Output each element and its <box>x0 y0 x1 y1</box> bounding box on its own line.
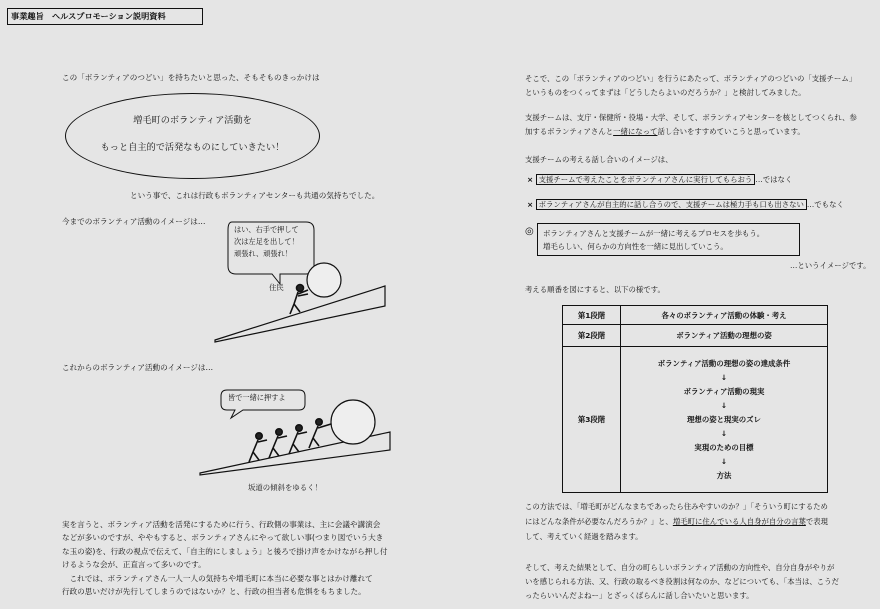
paragraph-line: 実を言うと、ボランティア活動を活発にするために行う、行政側の事業は、主に会議や講演会 <box>62 520 381 529</box>
good-example-line: 増毛らしい、何らかの方向性を一緒に見出していこう。 <box>543 242 728 251</box>
paragraph-line: この方法では、「増毛町がどんなまちであったら住みやすいのか？」「そういう町にするため <box>525 502 828 511</box>
bubble-line-1: はい、右手で押して <box>234 225 299 234</box>
resident-figure <box>290 285 308 315</box>
steep-slope <box>215 286 385 342</box>
table-row <box>563 347 828 493</box>
down-arrow-icon: ↓ <box>720 456 728 466</box>
step-item: 理想の姿と現実のズレ <box>687 414 761 424</box>
text-part: 加するボランティアさんと <box>525 127 614 136</box>
group-figures <box>249 419 331 462</box>
text-part: で表現 <box>805 517 829 526</box>
document-title: 事業趣旨 ヘルスプロモーション説明資料 <box>7 8 203 25</box>
bad-example-suffix: …ではなく <box>755 175 793 184</box>
paragraph-line: というものをつくってまずは「どうしたらよいのだろうか？」と検討してみました。 <box>525 88 806 97</box>
down-arrow-icon: ↓ <box>720 400 728 410</box>
down-arrow-icon: ↓ <box>720 372 728 382</box>
double-circle-icon: ◎ <box>525 226 534 237</box>
bad-example-text: ボランティアさんが自主的に話し合うので、支援チームは極力手も口も出さない <box>536 199 807 210</box>
paragraph-line: そこで、この「ボランティアのつどい」を行うにあたって、ボランティアのつどいの「支援チーム」 <box>525 74 857 83</box>
bad-example-text: 支援チームで考えたことをボランティアさんに実行してもらおう <box>536 174 756 185</box>
intro-text: この「ボランティアのつどい」を持ちたいと思った、そもそものきっかけは <box>62 73 320 82</box>
paragraph-line: な玉の姿)を、行政の視点で伝えて、「自主的にしましょう」と後ろで掛け声をかけながら押し付 <box>62 547 388 556</box>
goal-ellipse <box>65 93 320 179</box>
slope-caption: 坂道の傾斜をゆるく！ <box>248 483 322 492</box>
step-item: 方法 <box>716 470 732 480</box>
good-example-box <box>537 223 800 256</box>
paragraph-line: そして、考えた結果として、自分の町らしいボランティア活動の方向性や、自分自身がやりが <box>525 563 835 572</box>
group-bubble-text: 皆で一緒に押すよ <box>228 393 286 402</box>
bad-example-2 <box>527 199 844 210</box>
paragraph-line: ったらいいんだよねー」とざっくばらんに話し合いたいと思います。 <box>525 591 754 600</box>
step-item: ボランティア活動の現実 <box>683 386 765 396</box>
down-arrow-icon: ↓ <box>720 428 728 438</box>
paragraph-line: 行政の思いだけが先行してしまうのではないか？と、行政の担当者も危惧をもちました。 <box>62 587 366 596</box>
cross-mark-icon: × <box>527 175 534 184</box>
stage-content: ボランティア活動の理想の姿 <box>621 325 828 347</box>
big-ball <box>331 400 375 444</box>
thinking-steps-table <box>562 305 828 493</box>
paragraph-line <box>525 516 828 527</box>
closing-text: …というイメージです。 <box>790 261 871 270</box>
good-example-line: ボランティアさんと支援チームが一緒に考えるプロセスを歩もう。 <box>543 229 765 238</box>
step-item: 実現のための目標 <box>694 442 754 452</box>
text-part: にはどんな条件が必要なんだろうか？」と、 <box>525 517 673 526</box>
stage-content <box>621 347 828 493</box>
stage-label: 第3段階 <box>563 347 621 493</box>
paragraph-line: などが多いのですが、ややもすると、ボランティアさんにやって欲しい事(つまり図でいう大き <box>62 533 384 542</box>
discussion-image-intro: 支援チームの考える話し合いのイメージは、 <box>525 155 673 164</box>
underlined-text: 増毛町に住んでいる人自身が自分の言葉 <box>672 517 806 526</box>
bad-example-suffix: …でもなく <box>806 200 844 209</box>
past-image-caption: 今までのボランティア活動のイメージは… <box>62 217 206 226</box>
stage-content: 各々のボランティア活動の体験・考え <box>621 306 828 325</box>
stage-label: 第1段階 <box>563 306 621 325</box>
bubble-line-2: 次は左足を出して！ <box>234 237 299 246</box>
paragraph-line: これでは、ボランティアさん一人一人の気持ちや増毛町に本当に必要な事とはかけ離れて <box>62 574 373 583</box>
step-item: ボランティア活動の理想の姿の達成条件 <box>657 358 791 368</box>
future-image-caption: これからのボランティア活動のイメージは… <box>62 363 214 372</box>
future-volunteer-illustration <box>195 384 395 484</box>
table-row <box>563 306 828 325</box>
stage-label: 第2段階 <box>563 325 621 347</box>
goal-line-2: もっと自主的で活発なものにしていきたい！ <box>100 142 285 153</box>
paragraph-line <box>525 126 805 137</box>
paragraph-line: して、考えていく経過を踏みます。 <box>525 532 643 541</box>
bad-example-1 <box>527 174 792 185</box>
text-part: 話し合いをすすめていこうと思っています。 <box>657 127 805 136</box>
big-ball <box>307 263 341 297</box>
table-intro: 考える順番を図にすると、以下の様です。 <box>525 285 665 294</box>
paragraph-line: いを感じられる方法、又、行政の取るべき役割は何なのか、などについても、「本当は、こうだ <box>525 577 839 586</box>
bubble-line-3: 頑張れ、頑張れ！ <box>234 249 292 258</box>
paragraph-line: 支援チームは、支庁・保健所・役場・大学、そして、ボランティアセンターを核としてつくられ、参 <box>525 113 857 122</box>
cross-mark-icon: × <box>527 200 534 209</box>
goal-line-1: 増毛町のボランティア活動を <box>133 115 252 126</box>
resident-label: 住民 <box>269 283 284 292</box>
table-row <box>563 325 828 347</box>
paragraph-line: けるような会が、正直言って多いのです。 <box>62 560 206 569</box>
consensus-text: という事で、これは行政もボランティアセンターも共通の気持ちでした。 <box>130 191 380 200</box>
underlined-text: 一緒になって <box>613 127 658 136</box>
